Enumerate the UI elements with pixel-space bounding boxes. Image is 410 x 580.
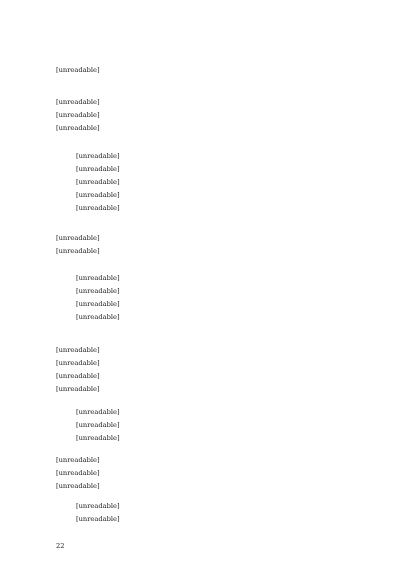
quote-2 xyxy=(76,272,362,324)
text-line: [unreadable] xyxy=(76,434,120,442)
text-line: [unreadable] xyxy=(76,502,120,510)
page-number: 22 xyxy=(56,542,65,550)
text-line: [unreadable] xyxy=(76,421,120,429)
text-line: [unreadable] xyxy=(56,124,100,132)
text-line: [unreadable] xyxy=(56,482,100,490)
quote-1 xyxy=(76,150,362,215)
text-line: [unreadable] xyxy=(56,346,100,354)
text-line: [unreadable] xyxy=(76,204,120,212)
text-line: [unreadable] xyxy=(56,111,100,119)
paragraph-4 xyxy=(56,454,356,493)
text-line: [unreadable] xyxy=(56,234,100,242)
text-line: [unreadable] xyxy=(56,372,100,380)
text-line: [unreadable] xyxy=(56,247,100,255)
quote-3 xyxy=(76,406,362,445)
text-line: [unreadable] xyxy=(76,515,120,523)
text-line: [unreadable] xyxy=(76,287,120,295)
quote-4 xyxy=(76,500,362,526)
text-line: [unreadable] xyxy=(76,191,120,199)
text-line: [unreadable] xyxy=(56,456,100,464)
text-line: [unreadable] xyxy=(56,66,100,74)
opening-line xyxy=(56,64,356,77)
text-line: [unreadable] xyxy=(76,300,120,308)
text-line: [unreadable] xyxy=(56,385,100,393)
text-line: [unreadable] xyxy=(76,152,120,160)
text-line: [unreadable] xyxy=(56,469,100,477)
text-line: [unreadable] xyxy=(56,359,100,367)
paragraph-1 xyxy=(56,96,356,135)
text-line: [unreadable] xyxy=(76,165,120,173)
text-line: [unreadable] xyxy=(76,178,120,186)
paragraph-2 xyxy=(56,232,356,258)
text-line: [unreadable] xyxy=(76,313,120,321)
text-line: [unreadable] xyxy=(56,98,100,106)
text-line: [unreadable] xyxy=(76,408,120,416)
paragraph-3 xyxy=(56,344,356,396)
text-line: [unreadable] xyxy=(76,274,120,282)
